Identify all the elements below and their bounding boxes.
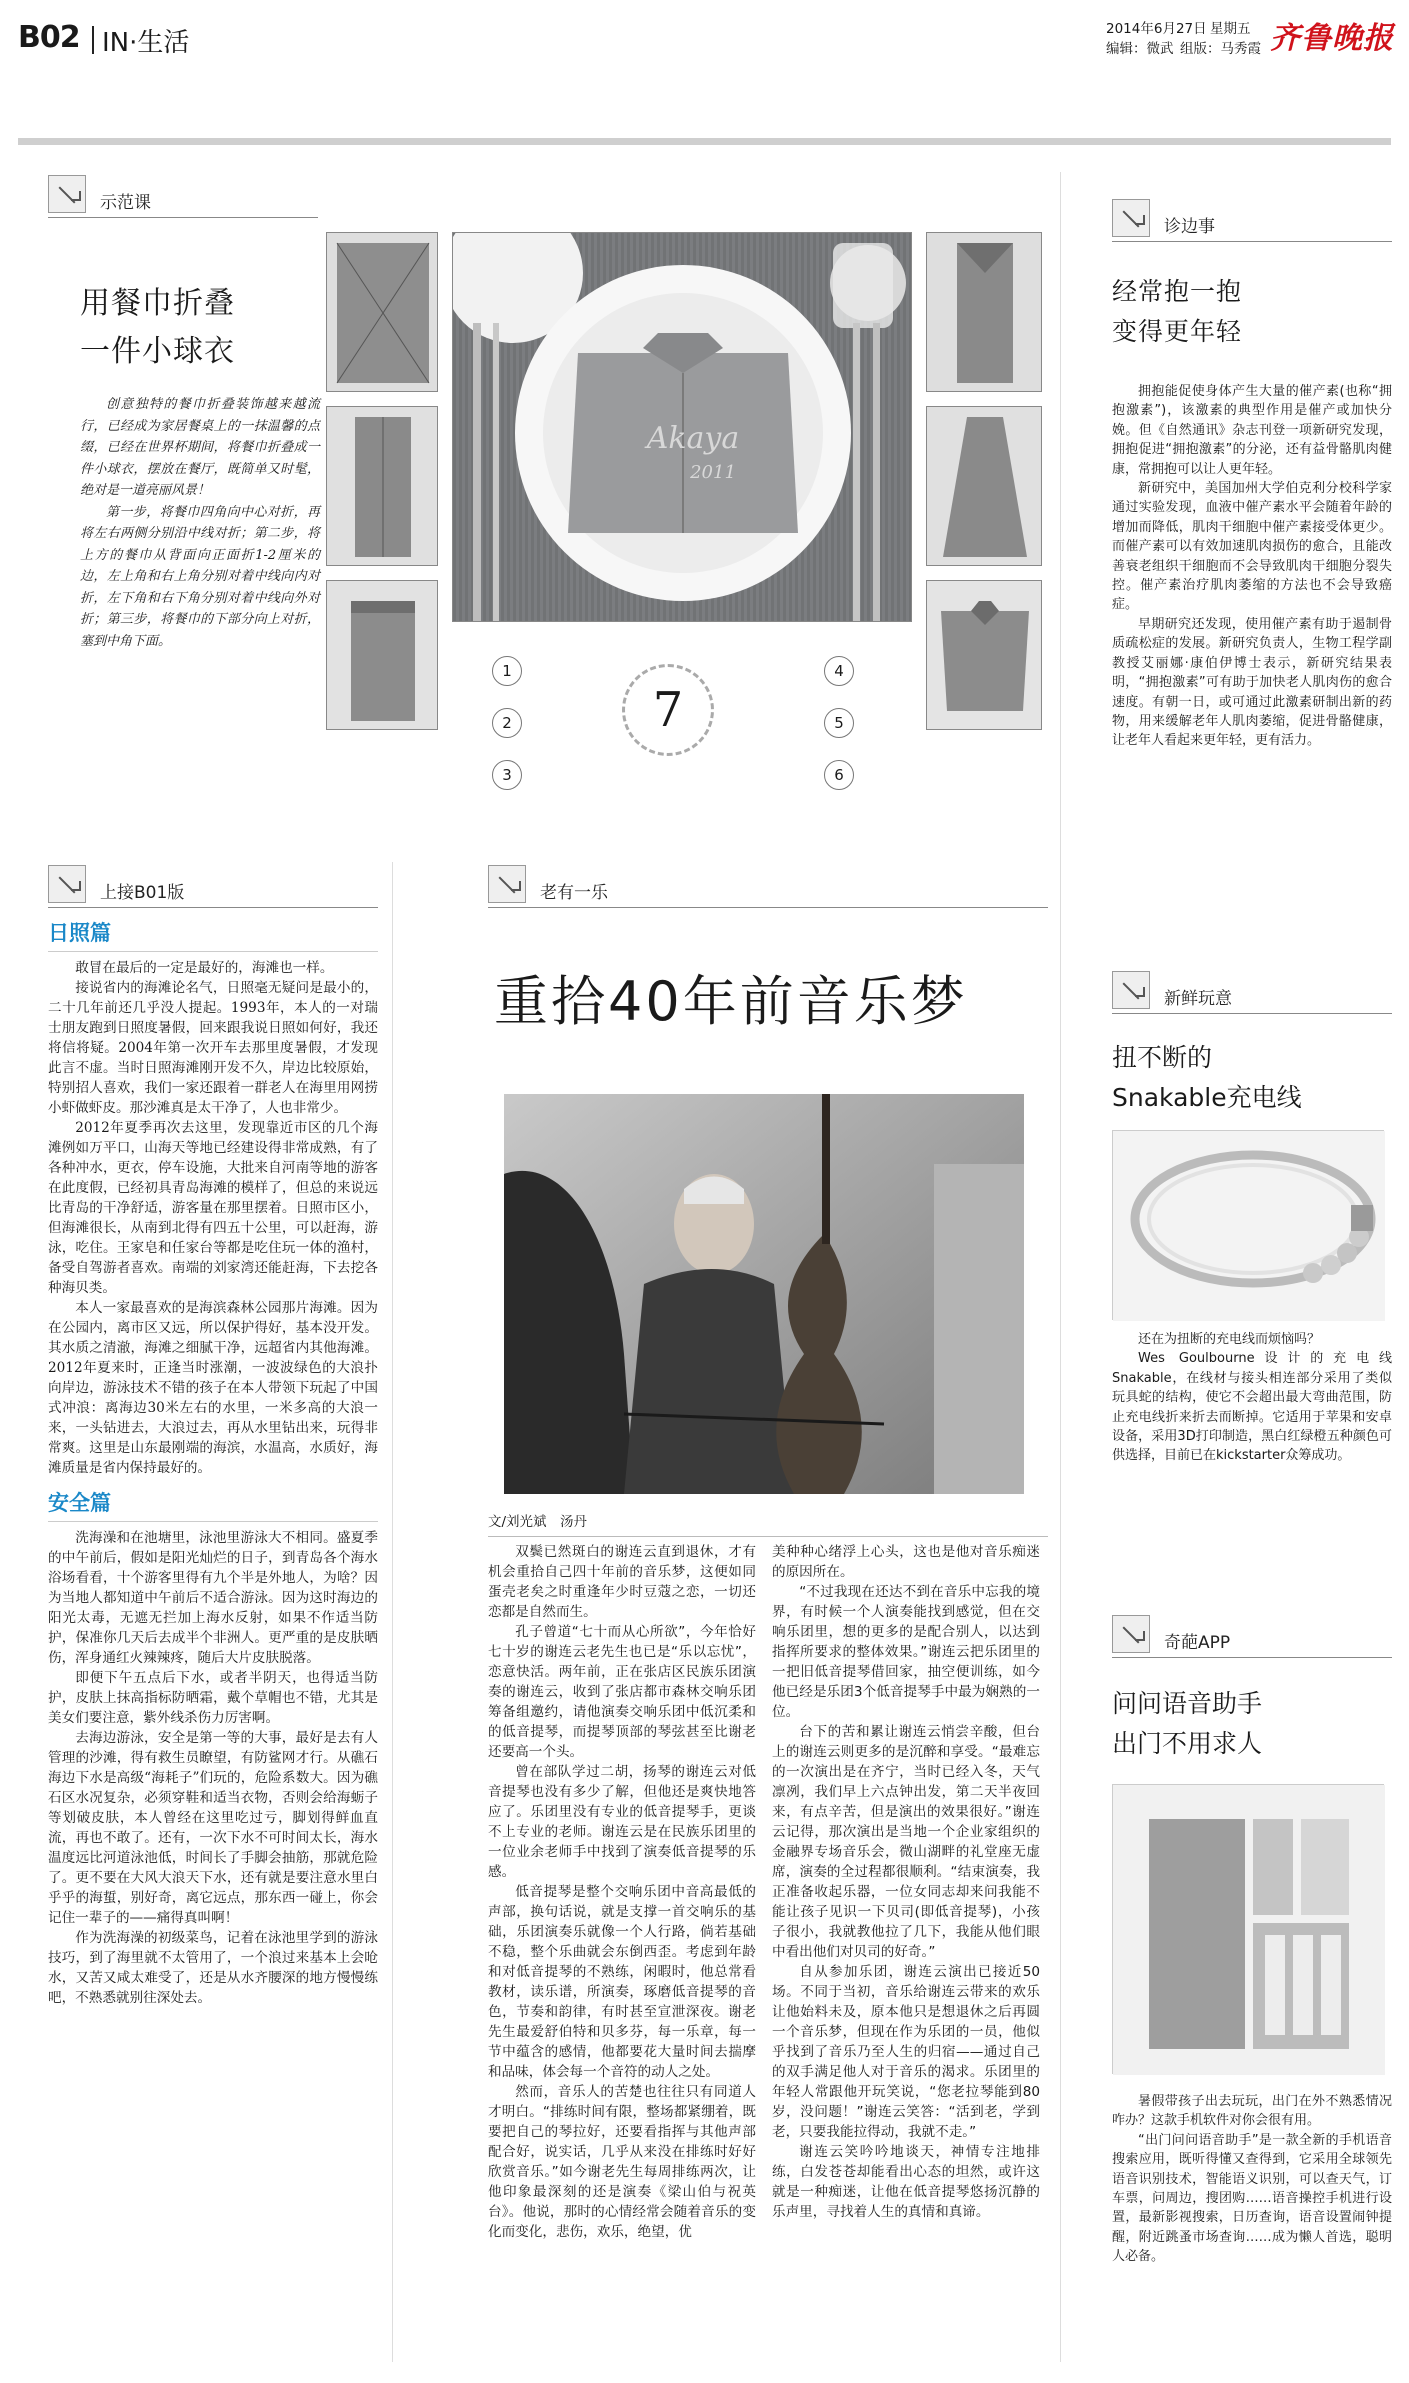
arrow-mark-icon	[1112, 1615, 1150, 1653]
continued-article	[48, 862, 378, 2362]
paragraph: 第一步，将餐巾四角向中心对折，再将左右两侧分别沿中线对折；第二步，将上方的餐巾从背面向正面折1-2厘米的边，左上角和右上角分别对着中线向内对折，左下角和右下角分别对着中线向外对折；第三步，将餐巾的下部分向上对折，塞到中角下面。	[80, 504, 320, 649]
rubric-title: 老有一乐	[540, 883, 608, 903]
step-number: 6	[824, 760, 854, 790]
napkin-photo-collage	[326, 232, 1042, 806]
rubric-title: 新鲜玩意	[1164, 989, 1232, 1009]
step-number: 2	[492, 708, 522, 738]
title-line: 问问语音助手	[1112, 1689, 1263, 1718]
paragraph: 谢连云笑吟吟地谈天，神情专注地排练，白发苍苍却能看出心态的坦然，或许这就是一种痴迷，让他在低音提琴悠扬沉静的乐声里，寻找着人生的真情和真谛。	[772, 2144, 1040, 2220]
arrow-mark-icon	[1112, 971, 1150, 1009]
column-divider	[392, 862, 393, 2362]
paragraph: 创意独特的餐巾折叠装饰越来越流行，已经成为家居餐桌上的一抹温馨的点缀，已经在世界杯期间，将餐巾折叠成一件小球衣，摆放在餐厅，既简单又时髦，绝对是一道亮丽风景！	[80, 397, 320, 498]
header-editor: 编辑：微武	[1106, 41, 1174, 57]
paragraph: “出门问问语音助手”是一款全新的手机语音搜索应用，既听得懂又查得到，它采用全球领先语音识别技术，智能语义识别，可以查天气，订车票，问周边，搜团购……语音操控手机进行设置，最新影视搜索，日历查询，语音设置闹钟提醒，附近跳蚤市场查询……成为懒人首选，聪明人必备。	[1112, 2132, 1392, 2265]
rubric-title: 示范课	[100, 193, 151, 213]
app-screenshot	[1112, 1784, 1384, 2074]
music-col-1	[488, 1542, 756, 2242]
step-number: 5	[824, 708, 854, 738]
napkin-text	[80, 394, 320, 652]
arrow-mark-icon	[488, 865, 526, 903]
arrow-mark-icon	[48, 865, 86, 903]
page-header	[0, 0, 1409, 80]
music-rubric	[488, 862, 1048, 908]
center-step-number: 7	[622, 664, 714, 756]
cable-text	[1112, 1330, 1392, 1466]
paragraph: Wes Goulbourne设计的充电线Snakable，在线材与接头相连部分采用了类似玩具蛇的结构，使它不会超出最大弯曲范围，防止充电线折来折去而断掉。它适用于苹果和安卓设备，采用3D打印制造，黑白红绿橙五种颜色可供选择，目前已在kickstarter众筹成功。	[1112, 1351, 1392, 1464]
paragraph: 美种种心绪浮上心头，这也是他对音乐痴迷的原因所在。	[772, 1544, 1040, 1580]
arrow-mark-icon	[48, 175, 86, 213]
step-photo-1	[326, 232, 438, 392]
hug-rubric	[1112, 196, 1392, 242]
hug-article	[1112, 196, 1392, 956]
music-article	[488, 862, 1048, 2362]
step-number: 3	[492, 760, 522, 790]
step-photo-3	[326, 580, 438, 730]
title-line: 经常抱一抱	[1112, 277, 1243, 306]
header-rule	[18, 138, 1391, 145]
plate-napkin-year: 2011	[690, 462, 736, 483]
paragraph: 台下的苦和累让谢连云悄尝辛酸，但台上的谢连云则更多的是沉醉和享受。“最难忘的一次演出是在齐宁，当时已经入冬，天气凛冽，我们早上六点钟出发，第二天半夜回来，有点辛苦，但是演出的效果很好。”谢连云记得，那次演出是当地一个企业家组织的金融界专场音乐会，微山湖畔的礼堂座无虚席，演奏的全过程都很顺利。“结束演奏，我正准备收起乐器，一位女同志却来问我能不能让孩子见识一下贝司(即低音提琴)，小孩子很小，我就教他拉了几下，我能从他们眼中看出他们对贝司的好奇。”	[772, 1724, 1040, 1960]
step-photo-6	[926, 580, 1042, 730]
title-line: Snakable充电线	[1112, 1083, 1302, 1112]
paragraph: 然而，音乐人的苦楚也往往只有同道人才明白。“排练时间有限，整场都紧绷着，既要把自己的琴拉好，还要看指挥与其他声部配合好，说实话，几乎从来没在排练时好好欣赏音乐。”如今谢老先生每周排练两次，让他印象最深刻的还是演奏《梁山伯与祝英台》。他说，那时的心情经常会随着音乐的变化而变化，悲伤，欢乐，绝望，优	[488, 2084, 756, 2240]
cable-photo	[1112, 1130, 1384, 1320]
paragraph: 洗海澡和在池塘里，泳池里游泳大不相同。盛夏季的中午前后，假如是阳光灿烂的日子，到青岛各个海水浴场看看，十个游客里得有九个半是外地人，为啥？因为当地人都知道中午前后不适合游泳。因为这时海边的阳光太毒，无遮无拦加上海水反射，如果不作适当防护，保准你几天后去成半个非洲人。更严重的是皮肤晒伤，浑身通红火辣辣疼，随后大片皮肤脱落。	[48, 1530, 378, 1666]
paragraph: 暑假带孩子出去玩玩，出门在外不熟悉情况咋办？这款手机软件对你会很有用。	[1112, 2094, 1392, 2129]
paragraph: 即便下午五点后下水，或者半阴天，也得适当防护，皮肤上抹高指标防晒霜，戴个草帽也不错，尤其是美女们要注意，紫外线杀伤力厉害啊。	[48, 1670, 378, 1726]
paragraph: 新研究中，美国加州大学伯克利分校科学家通过实验发现，血液中催产素水平会随着年龄的增加而降低，肌肉干细胞中催产素接受体更少。而催产素可以有效加速肌肉损伤的愈合，且能改善衰老组织干细胞而不会导致肌肉干细胞分裂失控。催产素治疗肌肉萎缩的方法也不会导致癌症。	[1112, 481, 1392, 613]
step-photo-4	[926, 232, 1042, 392]
paragraph: 作为洗海澡的初级菜鸟，记着在泳池里学到的游泳技巧，到了海里就不太管用了，一个浪过来基本上会呛水，又苦又咸太难受了，还是从水齐腰深的地方慢慢练吧，不熟悉就别往深处去。	[48, 1930, 378, 2006]
header-date: 2014年6月27日	[1106, 21, 1207, 37]
rubric-title: 诊边事	[1164, 217, 1215, 237]
paragraph: 去海边游泳，安全是第一等的大事，最好是去有人管理的沙滩，得有救生员瞭望，有防鲨网才行。从礁石海边下水是高级“海耗子”们玩的，危险系数大。因为礁石区水况复杂，必须穿鞋和适当衣物，否则会给海蛎子等划破皮肤，本人曾经在这里吃过亏，脚划得鲜血直流，再也不敢了。还有，一次下水不可时间太长，海水温度远比河道泳池低，时间长了手脚会抽筋，那就危险了。更不要在大风大浪天下水，还有就是要注意水里白乎乎的海蜇，别好奇，离它远点，那东西一碰上，你会记住一辈子的——痛得真叫啊！	[48, 1730, 378, 1926]
bass-player-photo	[504, 1094, 1024, 1494]
paragraph: 曾在部队学过二胡，扬琴的谢连云对低音提琴也没有多少了解，但他还是爽快地答应了。乐团里没有专业的低音提琴手，更谈不上专业的老师。谢连云是在民族乐团里的一位业余老师手中找到了演奏低音提琴的乐感。	[488, 1764, 756, 1880]
rizhao-heading: 日照篇	[48, 914, 378, 952]
paragraph: 自从参加乐团，谢连云演出已接近50场。不同于当初，音乐给谢连云带来的欢乐让他始料未及，原本他只是想退休之后再圆一个音乐梦，但现在作为乐团的一员，他似乎找到了音乐乃至人生的归宿——通过自己的双手满足他人对于音乐的渴求。乐团里的年轻人常跟他开玩笑说，“您老拉琴能到80岁，没问题！”谢连云笑答：“活到老，学到老，只要我能拉得动，我就不走。”	[772, 1964, 1040, 2140]
page-code: B02	[18, 20, 80, 55]
header-divider	[92, 26, 94, 54]
step-number: 1	[492, 656, 522, 686]
cable-article	[1112, 968, 1392, 1608]
rubric-title: 上接B01版	[100, 883, 185, 903]
paragraph: 接说省内的海滩论名气，日照毫无疑问是最小的，二十几年前还几乎没人提起。1993年，本人的一对瑞士朋友跑到日照度暑假，回来跟我说日照如何好，我还将信将疑。2004年第一次开车去那里度暑假，才发现此言不虚。当时日照海滩刚开发不久，岸边比较原始，特别招人喜欢，我们一家还跟着一群老人在海里用网捞小虾做虾皮。那沙滩真是太干净了，人也非常少。	[48, 980, 378, 1116]
cable-title	[1112, 1038, 1392, 1118]
napkin-rubric	[48, 172, 318, 218]
app-title	[1112, 1684, 1392, 1764]
paragraph: 拥抱能促使身体产生大量的催产素(也称“拥抱激素”)，该激素的典型作用是催产或加快分娩。但《自然通讯》杂志刊登一项新研究发现，拥抱促进“拥抱激素”的分泌，还有益骨骼肌肉健康，常拥抱可以让人更年轻。	[1112, 384, 1392, 477]
paragraph: 还在为扭断的充电线而烦恼吗？	[1138, 1332, 1321, 1347]
paragraph: 2012年夏季再次去这里，发现靠近市区的几个海滩例如万平口，山海天等地已经建设得非常成熟，有了各种冲水，更衣，停车设施，大批来自河南等地的游客在此度假，已经初具青岛海滩的模样了，但总的来说远比青岛的干净舒适，游客量在那里摆着。日照市区小，但海滩很长，从南到北得有四五十公里，可以赶海，游泳，吃住。王家皂和任家台等都是吃住玩一体的渔村，备受自驾游者喜欢。南端的刘家湾还能赶海，下去挖各种海贝类。	[48, 1120, 378, 1296]
column-divider	[1060, 172, 1061, 2362]
title-line: 一件小球衣	[80, 334, 235, 369]
paragraph: 敢冒在最后的一定是最好的，海滩也一样。	[75, 960, 334, 976]
step-photo-5	[926, 406, 1042, 566]
title-line: 出门不用求人	[1112, 1729, 1263, 1758]
paragraph: “不过我现在还达不到在音乐中忘我的境界，有时候一个人演奏能找到感觉，但在交响乐团里，想的更多的是配合别人，以达到指挥所要求的整体效果。”谢连云把乐团里的一把旧低音提琴借回家，抽空便训练，如今他已经是乐团3个低音提琴手中最为娴熟的一位。	[772, 1584, 1040, 1720]
music-headline: 重拾40年前音乐梦	[494, 970, 968, 1033]
arrow-mark-icon	[1112, 199, 1150, 237]
app-rubric	[1112, 1612, 1392, 1658]
music-col-2	[772, 1542, 1040, 2222]
paragraph: 孔子曾道“七十而从心所欲”，今年恰好七十岁的谢连云老先生也已是“乐以忘忧”，恋意快活。两年前，正在张店区民族乐团演奏的谢连云，收到了张店都市森林交响乐团筹备组邀约，请他演奏交响乐团中低沉柔和的低音提琴，而提琴顶部的琴弦甚至比谢老还要高一个头。	[488, 1624, 756, 1760]
step-numbers	[452, 622, 912, 806]
header-layout: 组版：马秀霞	[1180, 41, 1261, 57]
paragraph: 早期研究还发现，使用催产素有助于遏制骨质疏松症的发展。新研究负责人，生物工程学副教授艾丽娜·康伯伊博士表示，新研究结果表明，“拥抱激素”可有助于加快老人肌肉伤的愈合速度。有朝一日，或可通过此激素研制出新的药物，用来缓解老年人肌肉萎缩，促进骨骼健康，让老年人看起来更年轻，更有活力。	[1112, 616, 1392, 749]
paragraph: 双鬓已然斑白的谢连云直到退休，才有机会重拾自己四十年前的音乐梦，这便如同蛋壳老矣之时重逢年少时豆蔻之恋，一切还恋都是自然而生。	[488, 1544, 756, 1620]
title-line: 用餐巾折叠	[80, 286, 235, 321]
app-text	[1112, 2092, 1392, 2267]
hug-text	[1112, 382, 1392, 751]
step-number: 4	[824, 656, 854, 686]
music-byline: 文/刘光斌 汤丹	[488, 1510, 1048, 1537]
plate-napkin-text: Akaya	[646, 421, 740, 456]
paragraph: 本人一家最喜欢的是海滨森林公园那片海滩。因为在公园内，离市区又远，所以保护得好，基本没开发。其水质之清澈，海滩之细腻干净，远超省内其他海滩。2012年夏来时，正逢当时涨潮，一波波绿色的大浪扑向岸边，游泳技术不错的孩子在本人带领下玩起了中国式冲浪：离海边30米左右的水里，一米多高的大浪一来，一头钻进去，大浪过去，再从水里钻出来，玩得非常爽。这里是山东最刚端的海滨，水温高，水质好，海滩质量是省内保持最好的。	[48, 1300, 378, 1476]
step-photo-2	[326, 406, 438, 566]
masthead-logo: 齐鲁晚报	[1270, 21, 1394, 56]
napkin-title	[80, 280, 340, 376]
rubric-title: 奇葩APP	[1164, 1633, 1231, 1653]
paragraph: 低音提琴是整个交响乐团中音高最低的声部，换句话说，就是支撑一首交响乐的基础，乐团演奏乐就像一个人行路，倘若基础不稳，整个乐曲就会东倒西歪。考虑到年龄和对低音提琴的不熟练，闲暇时，他总常看教材，读乐谱，所演奏，琢磨低音提琴的音色，节奏和韵律，有时甚至宣泄深夜。谢老先生最爱舒伯特和贝多芬，每一乐章，每一节中蕴含的感情，他都要花大量时间去揣摩和品味，体会每一个音符的动人之处。	[488, 1884, 756, 2080]
cable-rubric	[1112, 968, 1392, 1014]
plate-photo	[452, 232, 912, 622]
header-weekday: 星期五	[1210, 21, 1251, 37]
continued-rubric	[48, 862, 378, 908]
hug-title	[1112, 272, 1392, 352]
title-line: 扭不断的	[1112, 1043, 1213, 1072]
safety-heading: 安全篇	[48, 1484, 378, 1522]
section-label: IN·生活	[102, 28, 190, 58]
title-line: 变得更年轻	[1112, 317, 1243, 346]
app-article	[1112, 1612, 1392, 2352]
